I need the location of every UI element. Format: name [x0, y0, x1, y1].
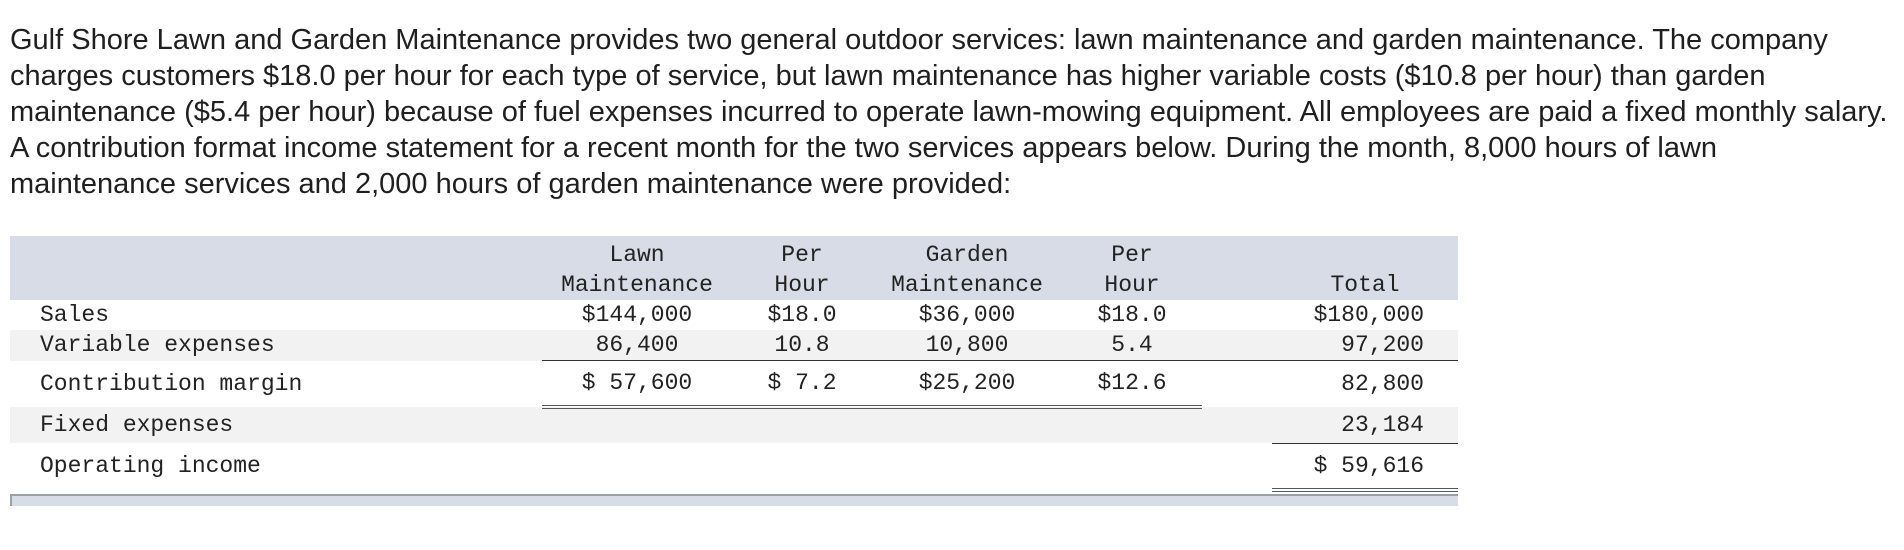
header-garden-line1: Garden: [872, 236, 1062, 270]
header-garden-line2: Maintenance: [872, 270, 1062, 300]
header-garden-per-line1: Per: [1062, 236, 1202, 270]
fixed-expenses-total: 23,184: [1272, 407, 1458, 443]
variable-expenses-lawn-per-hour: 10.8: [732, 330, 872, 361]
variable-expenses-total: 97,200: [1272, 330, 1458, 361]
empty-cell: [732, 407, 872, 443]
table-row-contribution-margin: [10, 361, 1458, 408]
sales-lawn-per-hour: $18.0: [767, 302, 837, 328]
income-statement-table: [10, 236, 1458, 492]
header-total: Total: [1272, 270, 1458, 300]
sales-garden-per-hour: $18.0: [1097, 302, 1167, 328]
header-blank-cell: [10, 270, 542, 300]
empty-cell: [1062, 443, 1202, 490]
header-garden-per-line2: Hour: [1062, 270, 1202, 300]
row-label-fixed-expenses: Fixed expenses: [10, 407, 542, 443]
sales-total: $180,000: [1313, 302, 1424, 328]
empty-cell: [542, 407, 732, 443]
header-gap-cell: [1202, 236, 1272, 270]
header-gap-cell: [1202, 270, 1272, 300]
row-label-operating-income: Operating income: [40, 453, 261, 480]
problem-description: [10, 22, 1890, 202]
table-row-sales: [10, 300, 1458, 330]
header-lawn-line1: Lawn: [542, 236, 732, 270]
contribution-margin-garden-per-hour: $12.6: [1062, 361, 1202, 408]
header-total-blank: [1272, 236, 1458, 270]
contribution-margin-total: 82,800: [1341, 371, 1424, 397]
empty-cell: [872, 443, 1062, 490]
row-label-variable-expenses: Variable expenses: [10, 330, 542, 361]
empty-cell: [732, 443, 872, 490]
sales-lawn: $144,000: [581, 302, 693, 328]
empty-cell: [1062, 407, 1202, 443]
row-label-contribution-margin: Contribution margin: [40, 370, 303, 397]
contribution-margin-lawn-per-hour: $ 7.2: [732, 361, 872, 408]
gap-cell: [1202, 330, 1272, 361]
row-label-sales: Sales: [40, 302, 110, 328]
variable-expenses-garden-per-hour: 5.4: [1062, 330, 1202, 361]
header-row-2: [10, 270, 1458, 300]
variable-expenses-lawn: 86,400: [542, 330, 732, 361]
variable-expenses-garden: 10,800: [872, 330, 1062, 361]
operating-income-total: $ 59,616: [1272, 443, 1458, 490]
sales-garden: $36,000: [918, 302, 1016, 328]
income-statement: [10, 236, 1458, 492]
table-row-operating-income: [10, 443, 1458, 490]
intro-paragraph: Gulf Shore Lawn and Garden Maintenance provides two general outdoor services: lawn maintenance and garden maintenance. The company charges customers $18.0 per hour for each type of service, but lawn maintenance has higher variable costs ($10.8 per hour) than garden maintenance ($5.4 per hour) because of fuel expenses incurred to operate lawn-mowing equipment. All employees are paid a fixed monthly salary. A contribution format income statement for a recent month for the two services appears below. During the month, 8,000 hours of lawn maintenance services and 2,000 hours of garden maintenance were provided:: [10, 24, 1888, 200]
header-lawn-per-line2: Hour: [732, 270, 872, 300]
table-row-fixed-expenses: [10, 407, 1458, 443]
header-row-1: [10, 236, 1458, 270]
table-footer-bar: [10, 494, 1458, 506]
gap-cell: [1202, 443, 1272, 490]
header-lawn-line2: Maintenance: [542, 270, 732, 300]
gap-cell: [1202, 361, 1272, 408]
table-row-variable-expenses: [10, 330, 1458, 361]
gap-cell: [1202, 407, 1272, 443]
contribution-margin-garden: $25,200: [872, 361, 1062, 408]
header-blank-cell: [10, 236, 542, 270]
gap-cell: [1202, 300, 1272, 330]
contribution-margin-lawn: $ 57,600: [542, 361, 732, 408]
header-lawn-per-line1: Per: [732, 236, 872, 270]
empty-cell: [872, 407, 1062, 443]
empty-cell: [542, 443, 732, 490]
